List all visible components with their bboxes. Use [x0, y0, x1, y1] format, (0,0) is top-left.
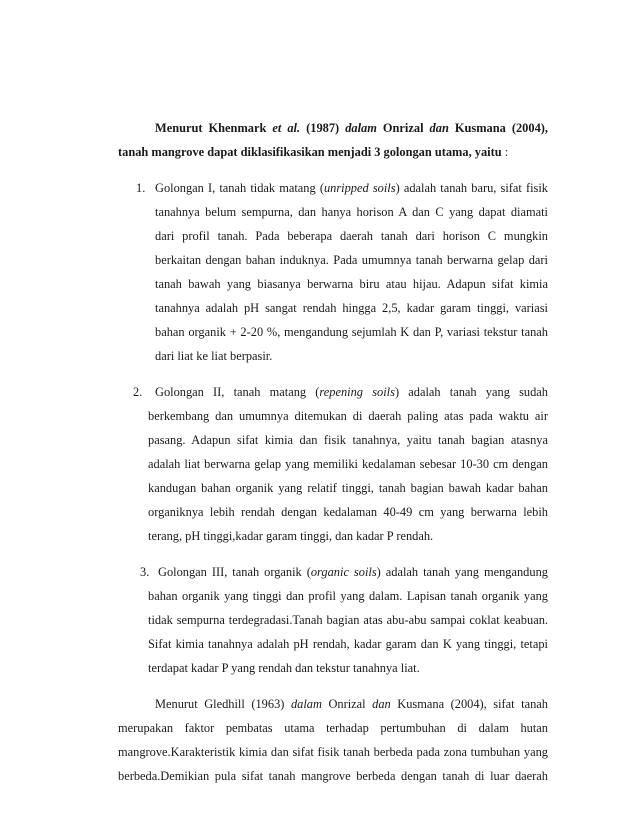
term-repening-soils: repening soils [319, 385, 395, 399]
intro-line-2 [118, 144, 508, 160]
list-item-line [158, 564, 548, 580]
list-item-line: Sifat kimia tanahnya adalah pH rendah, kadar garam dan K yang tinggi, tetapi [148, 637, 548, 651]
item-text: ) adalah tanah baru, sifat fisik [395, 181, 548, 195]
list-item-line: terdapat kadar P yang rendah dan tekstur tanahnya liat. [148, 661, 420, 675]
term-organic-soils: organic soils [310, 565, 377, 579]
list-item-line: adalah liat berwarna gelap yang memiliki kedalaman sebesar 10-30 cm dengan [148, 457, 548, 471]
item-text: ) adalah tanah yang sudah [394, 385, 548, 399]
list-item-number: 1. [136, 181, 146, 195]
term-unripped-soils: unripped soils [323, 181, 396, 195]
item-text: Golongan II, tanah matang ( [155, 385, 320, 399]
closing-line-1 [155, 696, 548, 712]
closing-dalam: dalam [290, 697, 322, 711]
item-text: ) adalah tanah yang mengandung [376, 565, 548, 579]
closing-text: Onrizal [321, 697, 373, 711]
intro-text: Kusmana (2004), [448, 121, 548, 135]
list-item-line: berkaitan dengan bahan induknya. Pada umumnya tanah berwarna gelap dari [155, 253, 548, 267]
closing-line-2: merupakan faktor pembatas utama terhadap pertumbuhan di dalam hutan [118, 721, 548, 735]
intro-text: Menurut Khenmark [155, 121, 273, 135]
intro-text: tanah mangrove dapat diklasifikasikan menjadi 3 golongan utama, yaitu [118, 145, 502, 159]
intro-dan: dan [429, 121, 449, 135]
list-item-number: 2. [133, 385, 143, 399]
item-text: Golongan III, tanah organik ( [158, 565, 311, 579]
intro-text: (1987) [300, 121, 346, 135]
closing-line-3: mangrove.Karakteristik kimia dan sifat fisik tanah berbeda pada zona tumbuhan yang [118, 745, 548, 759]
intro-dalam: dalam [345, 121, 377, 135]
list-item-line: bahan organik + 2-20 %, mengandung sejumlah K dan P, variasi tekstur tanah [155, 325, 548, 339]
list-item-line: kandugan bahan organik yang relatif tinggi, tanah bagian bawah kadar bahan [148, 481, 548, 495]
intro-text: : [501, 145, 509, 159]
closing-line-4: berbeda.Demikian pula sifat tanah mangrove berbeda dengan tanah di luar daerah [118, 769, 548, 783]
list-item-line: tidak sempurna terdegradasi.Tanah bagian atas abu-abu sampai coklat keabuan. [148, 613, 548, 627]
list-item-line: terang, pH tinggi,kadar garam tinggi, dan kadar P rendah. [148, 529, 434, 543]
list-item-line: organiknya lebih rendah dengan kedalaman 40-49 cm yang berwarna lebih [148, 505, 548, 519]
list-item-number: 3. [140, 565, 150, 579]
list-item-line: tanah bawah yang biasanya berwarna biru atau hijau. Adapun sifat kimia [155, 277, 548, 291]
intro-et-al: et al. [272, 121, 301, 135]
closing-text: Kusmana (2004), sifat tanah [390, 697, 548, 711]
list-item-line [155, 384, 548, 400]
closing-dan: dan [372, 697, 391, 711]
list-item-line: pasang. Adapun sifat kimia dan fisik tanahnya, yaitu tanah bagian atasnya [148, 433, 548, 447]
intro-line-1 [155, 120, 548, 136]
list-item-line: tanahnya adalah pH sangat rendah hingga 2,5, kadar garam tinggi, variasi [155, 301, 548, 315]
list-item-line: dari profil tanah. Pada beberapa daerah tanah dari horison C mungkin [155, 229, 548, 243]
item-text: Golongan I, tanah tidak matang ( [155, 181, 324, 195]
closing-text: Menurut Gledhill (1963) [155, 697, 291, 711]
list-item-line: bahan organik yang tinggi dan profil yang dalam. Lapisan tanah organik yang [148, 589, 548, 603]
intro-text: Onrizal [376, 121, 430, 135]
list-item-line [155, 180, 548, 196]
list-item-line: berkembang dan umumnya ditemukan di daerah paling atas pada waktu air [148, 409, 548, 423]
list-item-line: tanahnya belum sempurna, dan hanya horison A dan C yang dapat diamati [155, 205, 548, 219]
list-item-line: dari liat ke liat berpasir. [155, 349, 273, 363]
